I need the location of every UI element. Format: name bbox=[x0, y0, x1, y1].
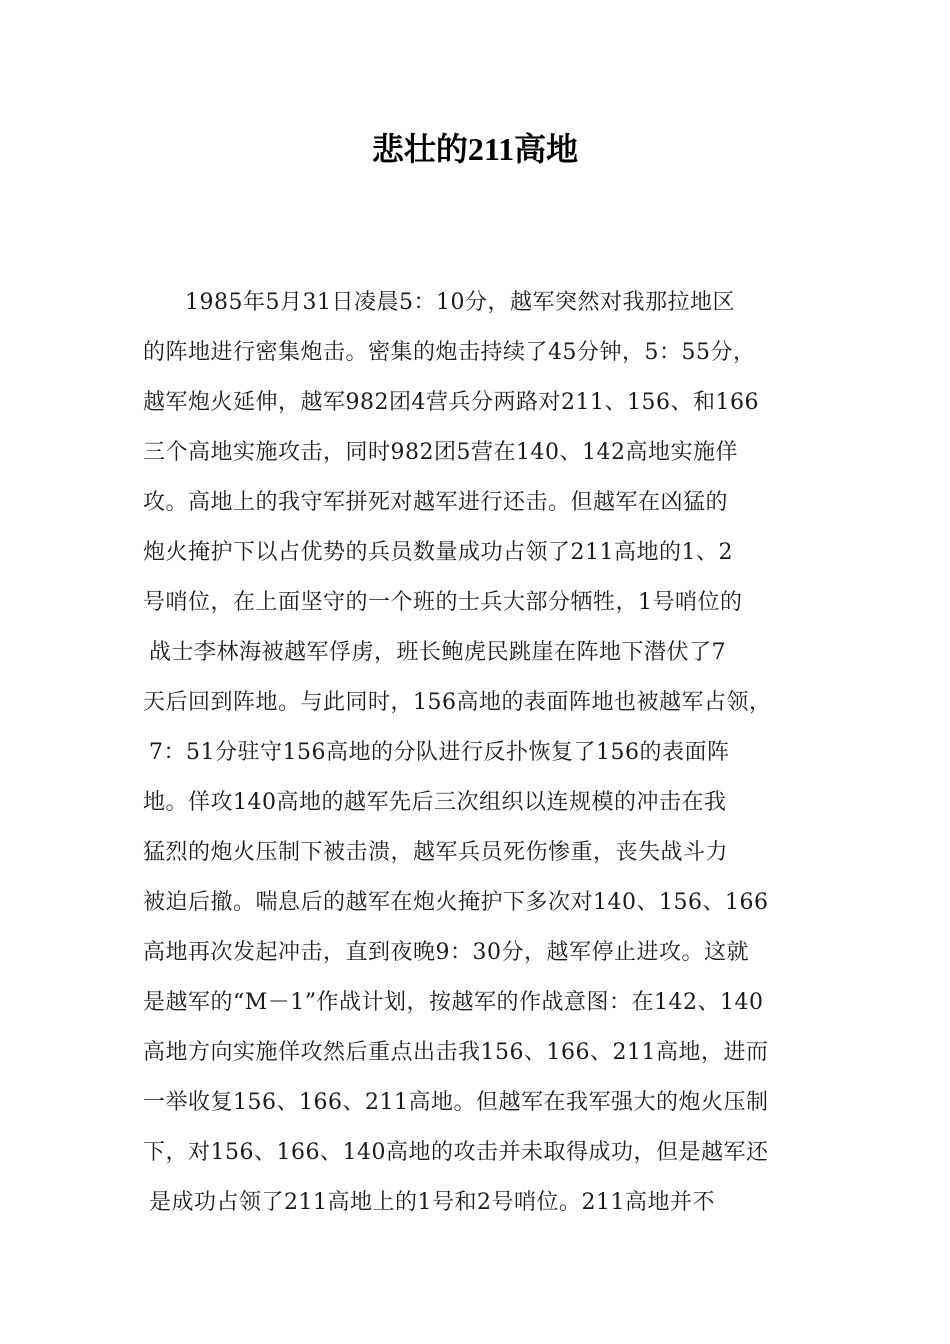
paragraph-line: 三个高地实施攻击，同时982团5营在140、142高地实施佯 bbox=[143, 440, 738, 465]
paragraph-line: 战士李林海被越军俘虏，班长鲍虎民跳崖在阵地下潜伏了7 bbox=[149, 640, 726, 665]
paragraph-line: 是成功占领了211高地上的1号和2号哨位。211高地并不 bbox=[149, 1190, 715, 1215]
paragraph-line: 7：51分驻守156高地的分队进行反扑恢复了156的表面阵 bbox=[149, 740, 730, 765]
paragraph-line: 1985年5月31日凌晨5：10分，越军突然对我那拉地区 bbox=[185, 290, 735, 315]
paragraph-line: 是越军的“M－1”作战计划，按越军的作战意图：在142、140 bbox=[143, 990, 764, 1015]
paragraph-line: 天后回到阵地。与此同时，156高地的表面阵地也被越军占领， bbox=[143, 690, 772, 715]
paragraph-line: 一举收复156、166、211高地。但越军在我军强大的炮火压制 bbox=[143, 1090, 769, 1115]
paragraph-line: 被迫后撤。喘息后的越军在炮火掩护下多次对140、156、166 bbox=[143, 890, 769, 915]
paragraph-line: 地。佯攻140高地的越军先后三次组织以连规模的冲击在我 bbox=[143, 790, 727, 815]
paragraph-line: 越军炮火延伸，越军982团4营兵分两路对211、156、和166 bbox=[143, 390, 759, 415]
paragraph-line: 的阵地进行密集炮击。密集的炮击持续了45分钟，5：55分， bbox=[143, 340, 756, 365]
paragraph-line: 高地再次发起冲击，直到夜晚9：30分，越军停止进攻。这就 bbox=[143, 940, 749, 965]
paragraph-line: 炮火掩护下以占优势的兵员数量成功占领了211高地的1、2 bbox=[143, 540, 733, 565]
paragraph-line: 号哨位，在上面坚守的一个班的士兵大部分牺牲，1号哨位的 bbox=[143, 590, 743, 615]
paragraph-line: 高地方向实施佯攻然后重点出击我156、166、211高地，进而 bbox=[143, 1040, 769, 1065]
paragraph-line: 下，对156、166、140高地的攻击并未取得成功，但是越军还 bbox=[143, 1140, 769, 1165]
paragraph-line: 攻。高地上的我守军拼死对越军进行还击。但越军在凶猛的 bbox=[143, 490, 729, 515]
paragraph-line: 猛烈的炮火压制下被击溃，越军兵员死伤惨重，丧失战斗力 bbox=[143, 840, 729, 865]
document-body bbox=[143, 278, 823, 1228]
document-title: 悲壮的211高地 bbox=[371, 131, 579, 167]
